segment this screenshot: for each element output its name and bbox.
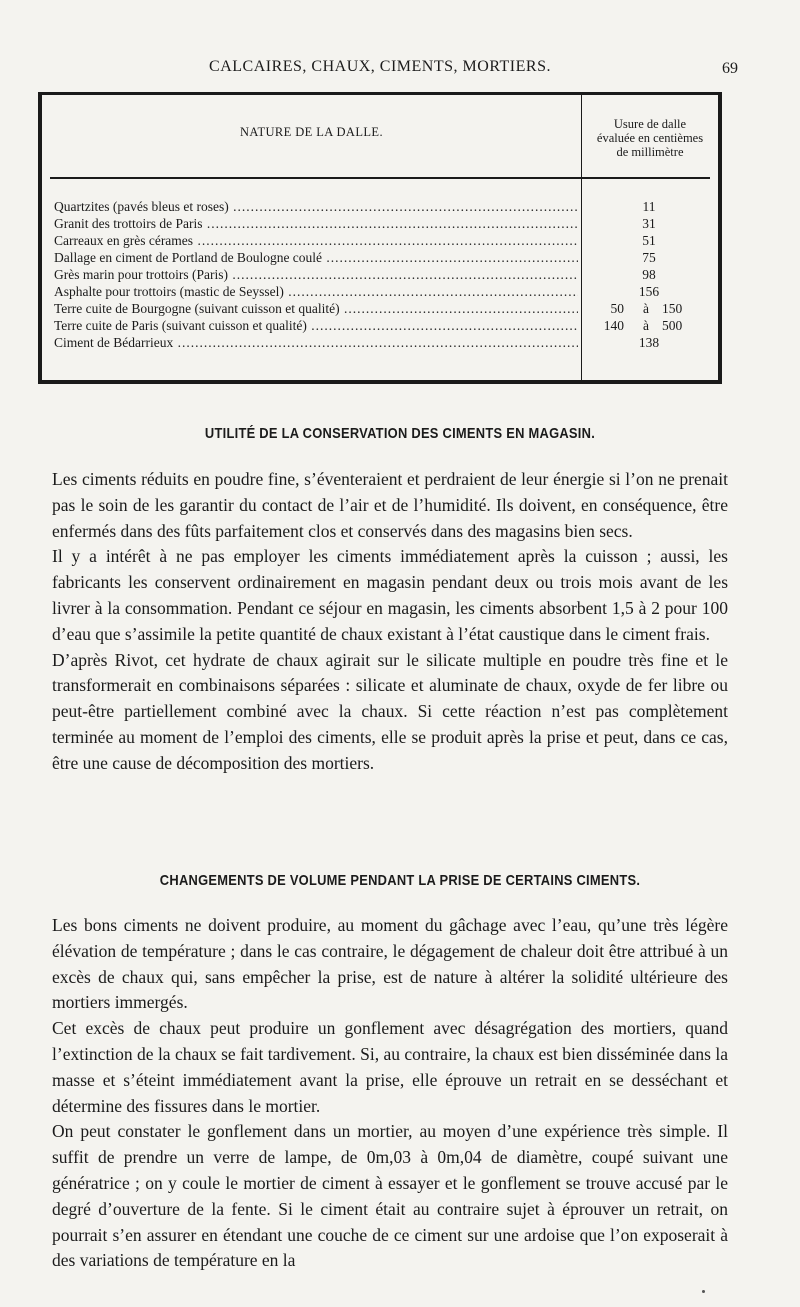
range-from: 50: [610, 301, 624, 316]
table-row: [54, 232, 716, 249]
table-row: [54, 334, 716, 351]
row-label: Dallage en ciment de Portland de Boulogne coulé .....: [54, 249, 578, 266]
row-label: Granit des trottoirs de Paris .....: [54, 215, 578, 232]
table-row: [54, 266, 716, 283]
row-label: Quartzites (pavés bleus et roses) .....: [54, 198, 578, 215]
page-number: 69: [722, 60, 738, 77]
paragraph: Les ciments réduits en poudre fine, s’éventeraient et perdraient de leur énergie si l’on ne prenait pas le soin de les garantir du contact de l’air et de l’humidité. Ils doivent, en conséquence, être enfermés dans des fûts parfaitement clos et conservés dans des magasins bien secs.: [52, 469, 728, 541]
running-title: CALCAIRES, CHAUX, CIMENTS, MORTIERS.: [209, 58, 551, 75]
row-value: 156: [638, 284, 660, 299]
range-separator: à: [643, 318, 649, 333]
row-label: Asphalte pour trottoirs (mastic de Seyssel) .....: [54, 283, 578, 300]
paragraph: D’après Rivot, cet hydrate de chaux agirait sur le silicate multiple en poudre très fine et le transformerait en combinaisons séparées : silicate et aluminate de chaux, oxyde de fer libre ou peut-être partiellement combiné avec la chaux. Si cette réaction n’est pas complètement terminée au moment de l’emploi des ciments, elle se produit après la prise et peut, dans ce cas, être une cause de décomposition des mortiers.: [52, 649, 728, 773]
row-value: 11: [642, 199, 656, 214]
row-label: Ciment de Bédarrieux .....: [54, 334, 578, 351]
section-title-volume-changes: CHANGEMENTS DE VOLUME PENDANT LA PRISE DE CERTAINS CIMENTS.: [159, 872, 641, 889]
row-label: Terre cuite de Bourgogne (suivant cuisson et qualité) .....: [54, 300, 578, 317]
range-from: 140: [603, 318, 624, 333]
paragraph: On peut constater le gonflement dans un mortier, au moyen d’une expérience très simple. Il suffit de prendre un verre de lampe, de 0m,03 à 0m,04 de diamètre, coupé suivant une génératrice ; on y coule le mortier de ciment à essayer et le gonflement se trouve accusé par le degré d’ouverture de la fente. Si le ciment était au contraire sujet à éprouver un retrait, on pourrait s’en assurer en étendant une couche de ce ciment sur une ardoise que l’on exposerait à des variations de température en la: [52, 1121, 728, 1271]
row-value: 31: [642, 216, 656, 231]
table-header-usure-line1: Usure de dalle: [613, 117, 687, 131]
section-body-conservation: [52, 467, 728, 777]
table-row: [54, 198, 716, 215]
row-label: Carreaux en grès cérames .....: [54, 232, 578, 249]
table-row: [54, 317, 716, 334]
section-body-volume-changes: [52, 913, 728, 1274]
table-row: [54, 300, 716, 317]
table-header-nature: NATURE DE LA DALLE.: [239, 125, 383, 139]
table-body: [54, 198, 716, 351]
row-value: 98: [642, 267, 656, 282]
row-value: 51: [642, 233, 656, 248]
table-row: [54, 283, 716, 300]
row-value: 75: [642, 250, 656, 265]
paragraph: Il y a intérêt à ne pas employer les ciments immédiatement après la cuisson ; aussi, les fabricants les conservent ordinairement en magasin pendant deux ou trois mois avant de les livrer à la consommation. Pendant ce séjour en magasin, les ciments absorbent 1,5 à 2 pour 100 d’eau que s’assimile la petite quantité de chaux existant à l’état caustique dans le ciment frais.: [52, 546, 728, 644]
abrasion-table: [38, 92, 722, 384]
table-row: [54, 249, 716, 266]
running-head: [0, 58, 800, 82]
table-header-usure: [582, 117, 718, 159]
range-to: 500: [662, 318, 683, 333]
paragraph: Les bons ciments ne doivent produire, au moment du gâchage avec l’eau, qu’une très légère élévation de température ; dans le cas contraire, le dégagement de chaleur doit être attribué à un excès de chaux qui, sans empêcher la prise, est de nature à altérer la solidité ultérieure des mortiers immergés.: [52, 915, 728, 1013]
range-to: 150: [662, 301, 683, 316]
header-rule: [50, 177, 710, 179]
range-separator: à: [643, 301, 649, 316]
row-label: Terre cuite de Paris (suivant cuisson et qualité) .....: [54, 317, 578, 334]
table-header-usure-line2: évaluée en centièmes: [596, 131, 704, 145]
row-label: Grès marin pour trottoirs (Paris) .....: [54, 266, 578, 283]
section-title-conservation: UTILITÉ DE LA CONSERVATION DES CIMENTS EN MAGASIN.: [204, 425, 596, 442]
table-header-usure-line3: de millimètre: [616, 145, 684, 159]
print-speck: [702, 1290, 705, 1293]
table-row: [54, 215, 716, 232]
paragraph: Cet excès de chaux peut produire un gonflement avec désagrégation des mortiers, quand l’extinction de la chaux se fait tardivement. Si, au contraire, la chaux est bien disséminée dans la masse et s’éteint immédiatement avant la prise, elle éprouve un retrait en se desséchant et détermine des fissures dans le mortier.: [52, 1018, 728, 1116]
row-value: 138: [638, 335, 660, 350]
